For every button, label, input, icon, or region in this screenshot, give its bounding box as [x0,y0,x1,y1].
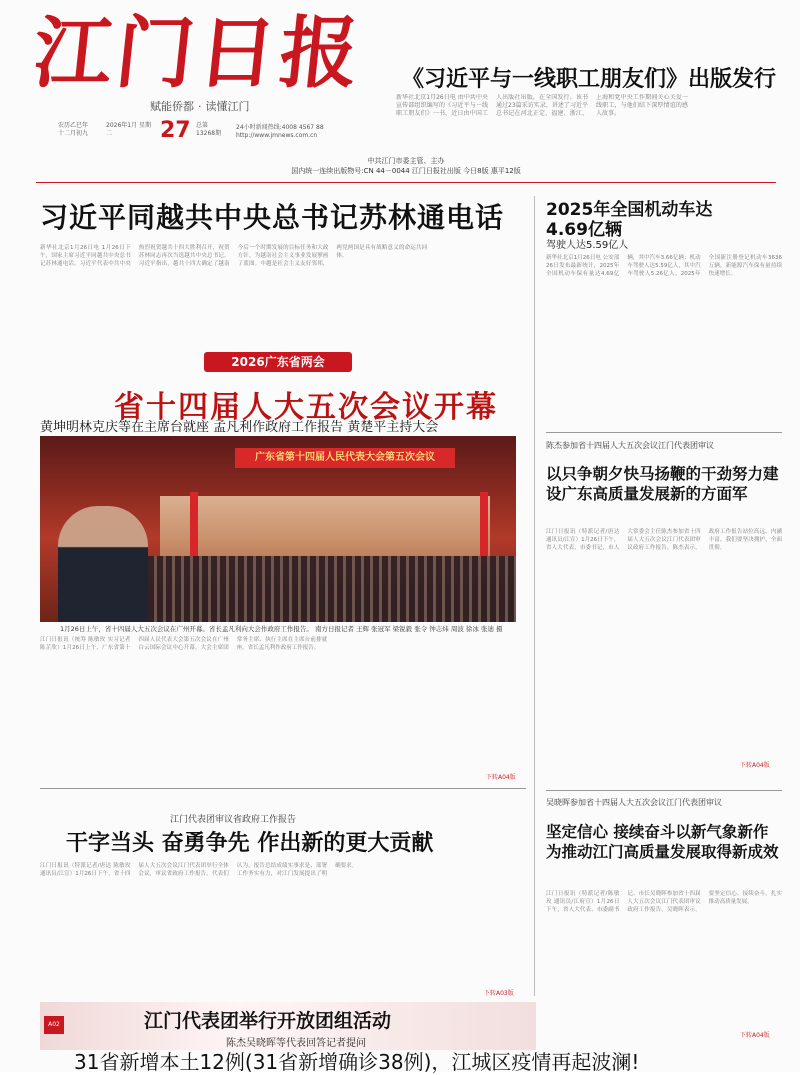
sponsor-line1: 中共江门市委主管、主办 [367,157,445,165]
mid-divider [40,788,526,789]
column-divider [534,196,535,996]
bottom-banner-headline: 江门代表团举行开放团组活动 [144,1010,392,1032]
right1-subhead: 驾驶人达5.59亿人 [546,240,629,251]
slogan-right: 读懂江门 [205,100,250,113]
right2-continued[interactable]: 下转A04版 [740,762,770,769]
issue-number: 总第 13268期 [196,122,222,137]
right1-body: 新华社北京1月26日电 公安部26日发布最新统计，2025年全国机动车保有量达4.69亿辆，其中汽车3.66亿辆；机动车驾驶人达5.59亿人，其中汽车驾驶人5.26亿人。2025年全国新注册登记机动车3636万辆，新能源汽车保有量持续快速增长。 [546,255,782,277]
masthead-logo: 江门日报 [29,8,367,99]
info-bar [36,118,376,146]
photo-banner: 广东省第十四届人民代表大会第五次会议 [235,448,455,468]
right-divider-1 [546,432,782,433]
cover-headline[interactable]: 《习近平与一线职工朋友们》出版发行 [402,67,777,92]
npc-body: 江门日报讯（统筹 陈敏玫 实习记者 陈芷欣）1月26日上午，广东省第十四届人民代表大会第五次会议在广州白云国际会议中心开幕。大会主席团常务主席、执行主席在主席台前排就座。省长孟凡利作政府工作报告。 [40,637,328,651]
section-kicker-box: 2026广东省两会 [204,352,352,372]
issue-date: 2026年1月 星期二 [106,122,151,137]
photo-speaker [58,506,148,622]
mid-body: 江门日报讯（特派记者/唐达 陈敏玫 通讯员/江宣）1月26日下午，省十四届人大五次会议江门代表团举行全体会议，审议省政府工作报告。代表们认为，报告总结成绩实事求是，部署工作务实有力，对江门发展提出了明确要求。 [40,863,358,877]
right3-kicker: 吴晓晖参加省十四届人大五次会议江门代表团审议 [546,798,722,807]
lead-headline[interactable]: 习近平同越共中央总书记苏林通电话 [40,201,505,234]
page-tag: A02 [44,1016,64,1034]
masthead-slogan [150,98,250,114]
mid-headline[interactable]: 干字当头 奋勇争先 作出新的更大贡献 [66,831,434,856]
right2-headline[interactable]: 以只争朝夕快马扬鞭的干劲努力建设广东高质量发展新的方面军 [546,465,779,503]
npc-headline[interactable]: 省十四届人大五次会议开幕 [114,390,498,425]
npc-continued[interactable]: 下转A04版 [486,774,516,781]
photo-caption: 1月26日上午，省十四届人大五次会议在广州开幕。省长孟凡利向大会作政府工作报告。 南方日报记者 王辉 张冠军 梁锐毅 张令 钟志炜 周波 徐冰 张迪 摄 [60,625,503,633]
npc-subhead: 黄坤明林克庆等在主席台就座 孟凡利作政府工作报告 黄楚平主持大会 [40,420,439,435]
news-ticker[interactable]: 31省新增本土12例(31省新增确诊38例)，江城区疫情再起波澜! [74,1050,640,1074]
right2-kicker: 陈杰参加省十四届人大五次会议江门代表团审议 [546,441,714,450]
right2-body: 江门日报讯（特派记者/唐达 通讯员/江宣）1月26日下午，省人大代表，市委书记，市人大常委会主任陈杰参加省十四届人大五次会议江门代表团审议政府工作报告。陈杰表示，政府工作报告站位高远、内涵丰富，我们要坚决拥护、全面贯彻。 [546,529,782,551]
slogan-separator: · [198,100,202,113]
slogan-left: 赋能侨都 [150,100,194,113]
right3-headline[interactable]: 坚定信心 接续奋斗以新气象新作为推动江门高质量发展取得新成效 [546,823,779,861]
mid-kicker: 江门代表团审议省政府工作报告 [170,815,297,825]
sponsor-line2: 国内统一连续出版物号:CN 44－0044 江门日报社出版 今日8版 惠平12版 [291,167,521,175]
right3-continued[interactable]: 下转A04版 [740,1032,770,1039]
bottom-banner-subhead: 陈杰吴晓晖等代表回答记者提问 [226,1038,366,1049]
cover-body: 新华社北京1月26日电 由中共中央宣传部组织编写的《习近平与一线职工朋友们》一书，近日由中国工人出版社出版，在全国发行。该书通过23篇采访实录，讲述了习近平总书记在河北正定、福建、浙江、上海和党中央工作期间关心关爱一线职工，与他们结下深厚情谊的感人故事。 [396,94,688,117]
news-hotline: 24小时新闻热线:4008 4567 88 [236,124,324,131]
session-photo[interactable] [40,436,516,622]
mid-continued[interactable]: 下转A03版 [484,990,514,997]
sponsor-info [36,156,776,176]
photo-flag-right [480,492,488,562]
right1-headline[interactable]: 2025年全国机动车达4.69亿辆 [546,200,713,240]
photo-stage [160,496,490,556]
lunar-date: 农历乙巳年 十二月初九 [58,122,89,137]
photo-crowd [130,556,516,622]
right-divider-2 [546,790,782,791]
lead-body: 新华社北京1月26日电 1月26日下午，国家主席习近平同越共中央总书记苏林通电话。习近平代表中共中央热烈祝贺越共十四大胜利召开，祝贺苏林同志再次当选越共中央总书记。习近平指出，越共十四大确定了越南今后一个时期发展的目标任务和大政方针，为越南社会主义事业发展擘画了蓝图。中越是社会主义友好邻邦，两党两国是具有战略意义的命运共同体。 [40,245,428,267]
top-divider [36,182,776,183]
bottom-banner[interactable] [40,1002,536,1050]
right3-body: 江门日报讯（特派记者/陈敏玫 通讯员/江府宣）1月26日下午，省人大代表、市委副书记、市长吴晓晖参加省十四届人大五次会议江门代表团审议政府工作报告。吴晓晖表示，要坚定信心、接续奋斗，扎实推动高质量发展。 [546,891,782,913]
photo-flag-left [190,492,198,562]
issue-day: 27 [160,118,191,143]
website-link[interactable]: http://www.jmnews.com.cn [236,132,318,139]
